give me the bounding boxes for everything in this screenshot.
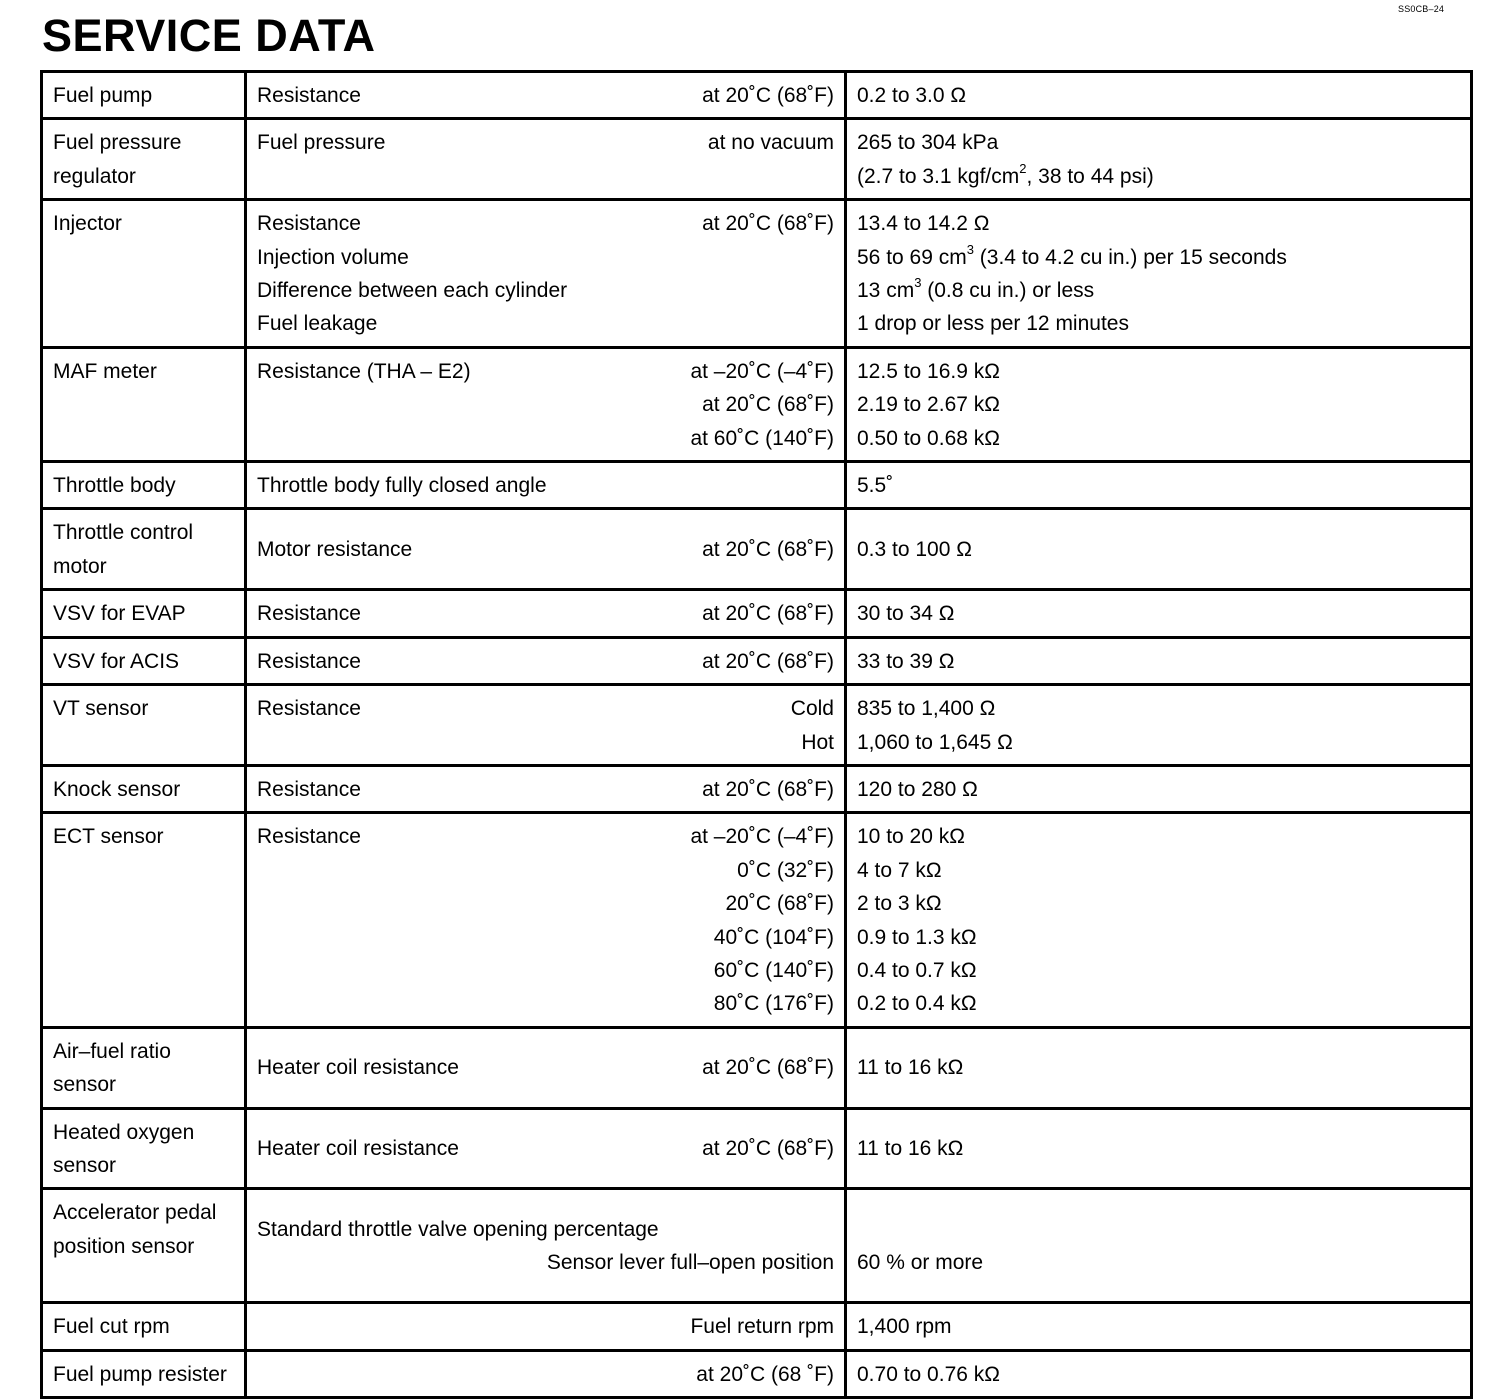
item-cell [246,1303,846,1350]
spec-value: 5.5˚ [857,474,894,498]
spec-cell [846,765,1472,812]
component-cell: Heated oxygen sensor [42,1108,246,1189]
table-row [42,200,1472,348]
spec-value: 1,060 to 1,645 Ω [857,730,1013,754]
item-cell [246,462,846,509]
item-label: Fuel pressure [257,131,386,155]
component-cell: Fuel cut rpm [42,1303,246,1350]
spec-value: 0.4 to 0.7 kΩ [857,958,977,982]
spec-value: 0.2 to 0.4 kΩ [857,992,977,1016]
spec-value: 12.5 to 16.9 kΩ [857,359,1000,383]
item-condition: at 20˚C (68˚F) [702,777,834,801]
item-cell [246,590,846,637]
item-condition: Cold [790,697,834,721]
item-cell [246,685,846,766]
item-label: Resistance (THA – E2) [257,359,471,383]
component-cell: VT sensor [42,685,246,766]
table-row [42,1108,1472,1189]
table-row [42,347,1472,461]
item-condition: 80˚C (176˚F) [713,992,834,1016]
table-row [42,637,1472,684]
item-condition: at 20˚C (68˚F) [702,538,834,562]
spec-value: 56 to 69 $cm^3$ (3.4 to 4.2 cu in.) per 15 seconds [857,241,1287,269]
item-cell [246,1108,846,1189]
service-data-table [40,70,1473,1399]
item-condition: at 20˚C (68 ˚F) [696,1362,834,1386]
item-label: Throttle body fully closed angle [257,474,547,498]
item-label: Fuel leakage [257,312,378,336]
spec-cell [846,1189,1472,1303]
item-condition: Sensor lever full–open position [546,1251,834,1275]
component-cell: ECT sensor [42,813,246,1027]
component-cell: Throttle control motor [42,509,246,590]
item-label: Resistance [257,84,361,107]
item-label: Resistance [257,212,361,236]
spec-value: 2 to 3 kΩ [857,892,942,916]
spec-value: 265 to 304 kPa [857,131,999,155]
spec-value: 0.50 to 0.68 kΩ [857,426,1000,450]
table-row [42,509,1472,590]
table-row [42,765,1472,812]
item-condition: at 20˚C (68˚F) [702,212,834,236]
spec-cell [846,1350,1472,1397]
item-condition: 0˚C (32˚F) [737,858,834,882]
component-cell: Knock sensor [42,765,246,812]
table-row [42,72,1472,119]
spec-cell [846,1027,1472,1108]
table-row [42,1189,1472,1303]
item-condition: at 20˚C (68˚F) [702,1056,834,1080]
item-condition: at 60˚C (140˚F) [690,426,834,450]
spec-cell [846,347,1472,461]
item-cell [246,1189,846,1303]
item-cell [246,1350,846,1397]
table-row [42,1303,1472,1350]
item-label: Heater coil resistance [257,1137,459,1161]
item-cell [246,637,846,684]
spec-cell [846,462,1472,509]
table-row [42,1350,1472,1397]
item-label: Standard throttle valve opening percentage [257,1217,659,1241]
component-cell: VSV for ACIS [42,637,246,684]
spec-value: 60 % or more [857,1251,984,1275]
page-title: SERVICE DATA [42,10,376,61]
page-code: SS0CB–24 [1398,4,1445,14]
spec-cell [846,72,1472,119]
item-label: Resistance [257,825,361,849]
spec-value: 0.3 to 100 Ω [857,538,972,562]
item-label: Motor resistance [257,538,413,562]
item-cell [246,347,846,461]
spec-value: 4 to 7 kΩ [857,858,942,882]
table-row [42,1027,1472,1108]
item-cell [246,200,846,348]
spec-value: 11 to 16 kΩ [857,1056,964,1080]
item-condition: 60˚C (140˚F) [713,958,834,982]
item-label: Heater coil resistance [257,1056,459,1080]
spec-value: 13.4 to 14.2 Ω [857,212,990,236]
spec-cell [846,637,1472,684]
item-cell [246,119,846,200]
item-condition: 20˚C (68˚F) [725,892,834,916]
spec-value: 1 drop or less per 12 minutes [857,312,1129,336]
component-cell: VSV for EVAP [42,590,246,637]
spec-cell [846,590,1472,637]
spec-value: 30 to 34 Ω [857,602,955,626]
spec-value: 120 to 280 Ω [857,777,978,801]
item-condition: at 20˚C (68˚F) [702,602,834,626]
spec-value: 13 $cm^3$ (0.8 cu in.) or less [857,275,1095,303]
table-row [42,813,1472,1027]
item-condition: at –20˚C (–4˚F) [690,825,834,849]
item-cell [246,765,846,812]
spec-cell [846,509,1472,590]
item-condition: Hot [801,730,834,754]
table-row [42,590,1472,637]
spec-cell [846,813,1472,1027]
component-cell: Injector [42,200,246,348]
table-row [42,685,1472,766]
spec-value: 33 to 39 Ω [857,649,955,673]
item-condition: at no vacuum [707,131,834,155]
spec-cell [846,685,1472,766]
component-cell: Fuel pump [42,72,246,119]
item-label: Difference between each cylinder [257,279,568,303]
item-condition: at 20˚C (68˚F) [702,393,834,417]
item-label: Resistance [257,697,361,721]
spec-value: 11 to 16 kΩ [857,1137,964,1161]
item-label: Injection volume [257,245,409,269]
spec-value: 1,400 rpm [857,1315,952,1339]
item-condition: at 20˚C (68˚F) [702,84,834,107]
table-row [42,119,1472,200]
item-label: Resistance [257,602,361,626]
spec-cell [846,119,1472,200]
item-condition: at 20˚C (68˚F) [702,1137,834,1161]
item-condition: at –20˚C (–4˚F) [690,359,834,383]
item-condition: Fuel return rpm [690,1315,834,1339]
spec-cell [846,1303,1472,1350]
item-cell [246,813,846,1027]
spec-value: 2.19 to 2.67 kΩ [857,393,1000,417]
spec-cell [846,1108,1472,1189]
component-cell: Throttle body [42,462,246,509]
component-cell: Accelerator pedal position sensor [42,1189,246,1303]
spec-value: 0.2 to 3.0 Ω [857,84,967,107]
spec-value: 0.9 to 1.3 kΩ [857,925,977,949]
spec-cell [846,200,1472,348]
component-cell: Fuel pressure regulator [42,119,246,200]
spec-value: (2.7 to 3.1 kgf/$cm^2$, 38 to 44 psi) [857,160,1154,188]
spec-value: 0.70 to 0.76 kΩ [857,1362,1000,1386]
component-cell: Fuel pump resister [42,1350,246,1397]
spec-value: 10 to 20 kΩ [857,825,965,849]
item-cell [246,509,846,590]
component-cell: Air–fuel ratio sensor [42,1027,246,1108]
item-label: Resistance [257,649,361,673]
item-cell [246,72,846,119]
spec-value: 835 to 1,400 Ω [857,697,996,721]
item-cell [246,1027,846,1108]
item-label: Resistance [257,777,361,801]
component-cell: MAF meter [42,347,246,461]
item-condition: at 20˚C (68˚F) [702,649,834,673]
table-row [42,462,1472,509]
item-condition: 40˚C (104˚F) [713,925,834,949]
